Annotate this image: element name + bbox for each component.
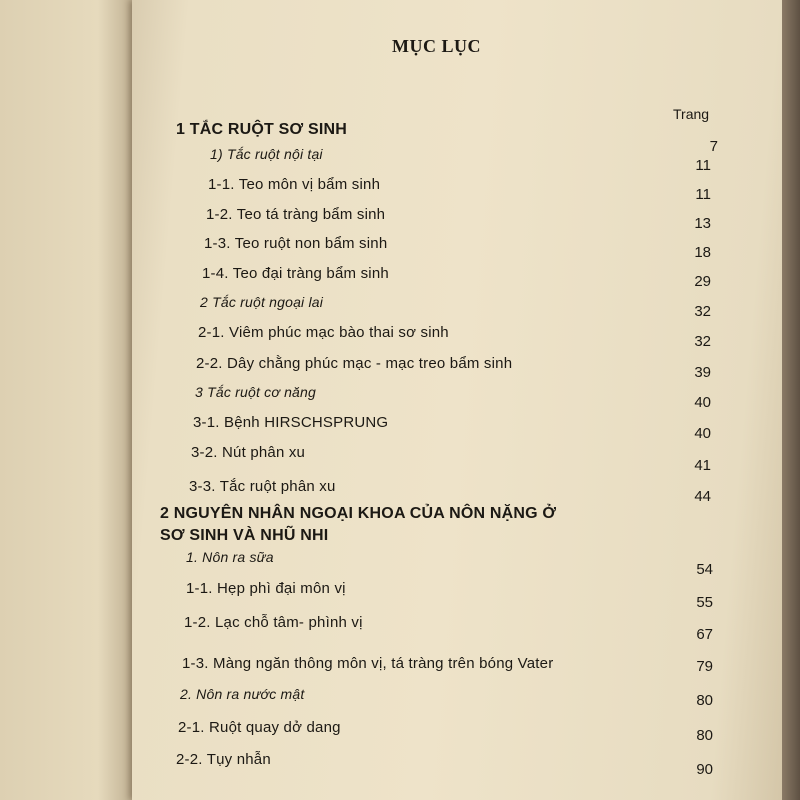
toc-entry-text: 1-3. Teo ruột non bẩm sinh [204,235,388,252]
toc-entry-text: 1-4. Teo đại tràng bẩm sinh [202,265,389,282]
toc-entry-text: 1 TẮC RUỘT SƠ SINH [176,121,348,138]
toc-entry-page: 79 [696,658,713,675]
toc-entry-page: 13 [694,215,711,232]
toc-entry-text: 1-3. Màng ngăn thông môn vị, tá tràng trên bóng Vater [182,655,554,672]
toc-entry-page: 29 [694,273,711,290]
toc-entry-page: 18 [694,244,711,261]
toc-entry-text: 1. Nôn ra sữa [186,549,274,565]
toc-entry-page: 11 [695,157,711,174]
toc-entry-page: 80 [696,727,713,744]
toc-entry-text: 2-2. Tụy nhẫn [176,751,271,768]
toc-entry-text: 2. Nôn ra nước mật [180,686,305,702]
toc-entry-text: 3-3. Tắc ruột phân xu [189,478,336,495]
toc-entry-page: 32 [694,303,711,320]
page-column-label: Trang [673,106,710,122]
toc-entry-page: 7 [709,138,718,155]
toc-chapter-heading: 2 NGUYÊN NHÂN NGOẠI KHOA CỦA NÔN NẶNG Ở [160,505,557,522]
toc-entry-text: 2-1. Viêm phúc mạc bào thai sơ sinh [198,324,449,341]
toc-entry-page: 90 [696,761,713,778]
toc-entry-page: 67 [696,626,713,643]
toc-entry-text: 2-1. Ruột quay dở dang [178,719,341,736]
toc-chapter-heading: SƠ SINH VÀ NHŨ NHI [160,527,329,544]
toc-entry-page: 44 [694,488,711,505]
toc-entry-page: 55 [696,594,713,611]
toc-entry-page: 41 [694,457,711,474]
toc-entry-text: 3-1. Bệnh HIRSCHSPRUNG [193,414,389,431]
toc-entry-text: 3 Tắc ruột cơ năng [195,384,317,400]
toc-entry-text: 1-2. Lạc chỗ tâm- phình vị [184,614,363,631]
toc-entry-text: 2 Tắc ruột ngoại lai [200,294,324,310]
page-title: MỤC LỤC [392,36,481,56]
toc-entry-page: 40 [694,394,711,411]
toc-entry-text: 2-2. Dây chằng phúc mạc - mạc treo bẩm sinh [196,355,513,372]
toc-entry-text: 1-1. Hẹp phì đại môn vị [186,580,346,597]
toc-entry-page: 54 [696,561,713,578]
toc-entry-page: 40 [694,425,711,442]
toc-entry-text: 1-1. Teo môn vị bẩm sinh [208,176,381,193]
toc-entry-page: 11 [695,186,711,203]
toc-entry-page: 39 [694,364,711,381]
toc-entry-page: 32 [694,333,711,350]
toc-entry-text: 1-2. Teo tá tràng bẩm sinh [206,206,386,223]
toc-entry-page: 80 [696,692,713,709]
toc-entry-text: 1) Tắc ruột nội tại [210,146,323,162]
toc-entry-text: 3-2. Nút phân xu [191,444,306,461]
